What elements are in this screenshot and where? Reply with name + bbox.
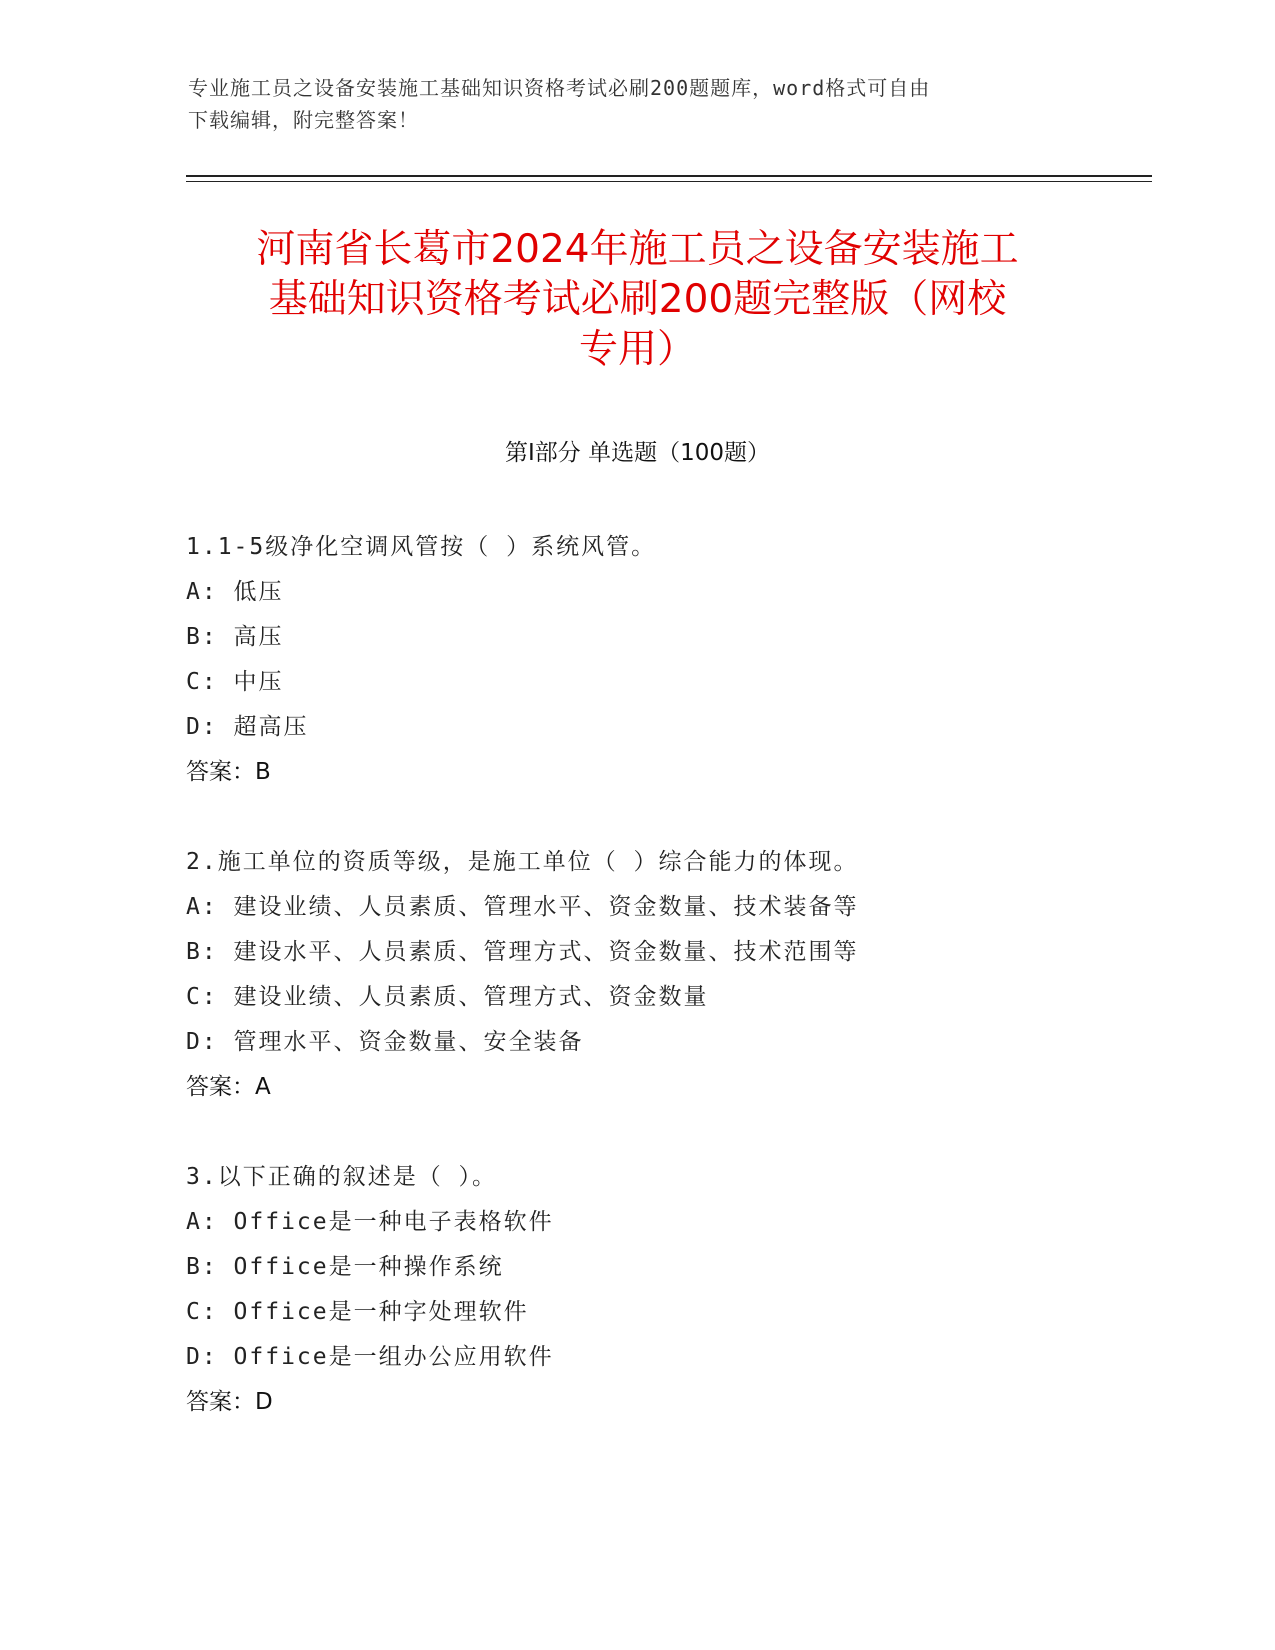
- title-line: 河南省长葛市2024年施工员之设备安装施工: [256, 227, 1019, 272]
- option-d: D: 超高压: [186, 714, 309, 740]
- option-b: B: Office是一种操作系统: [186, 1254, 504, 1280]
- option-d: D: Office是一组办公应用软件: [186, 1344, 554, 1370]
- option-d: D: 管理水平、资金数量、安全装备: [186, 1029, 584, 1055]
- title-line: 专用）: [578, 327, 696, 372]
- title-line: 基础知识资格考试必刷200题完整版（网校: [268, 277, 1007, 322]
- answer-text: 答案：D: [186, 1389, 273, 1415]
- answer-text: 答案：A: [186, 1074, 271, 1100]
- section-heading: 第Ⅰ部分 单选题（100题）: [505, 440, 770, 466]
- question-stem: 1.1-5级净化空调风管按（ ）系统风管。: [186, 534, 657, 560]
- answer-text: 答案：B: [186, 759, 271, 785]
- header-note-line: 专业施工员之设备安装施工基础知识资格考试必刷200题题库，word格式可自由: [188, 76, 931, 100]
- header-divider: [186, 175, 1152, 177]
- question-list: [186, 525, 1146, 1470]
- question-item: [186, 525, 1146, 795]
- header-divider: [186, 181, 1152, 182]
- header-note: [188, 72, 1068, 136]
- option-b: B: 高压: [186, 624, 284, 650]
- question-item: [186, 840, 1146, 1110]
- option-b: B: 建设水平、人员素质、管理方式、资金数量、技术范围等: [186, 939, 859, 965]
- header-note-line: 下载编辑，附完整答案！: [188, 108, 419, 132]
- option-a: A: 低压: [186, 579, 284, 605]
- option-a: A: Office是一种电子表格软件: [186, 1209, 554, 1235]
- option-c: C: 建设业绩、人员素质、管理方式、资金数量: [186, 984, 709, 1010]
- option-c: C: 中压: [186, 669, 284, 695]
- question-item: [186, 1155, 1146, 1425]
- question-stem: 3.以下正确的叙述是（ ）。: [186, 1164, 498, 1190]
- document-title: [150, 225, 1125, 375]
- question-stem: 2.施工单位的资质等级，是施工单位（ ）综合能力的体现。: [186, 849, 859, 875]
- option-c: C: Office是一种字处理软件: [186, 1299, 529, 1325]
- option-a: A: 建设业绩、人员素质、管理水平、资金数量、技术装备等: [186, 894, 859, 920]
